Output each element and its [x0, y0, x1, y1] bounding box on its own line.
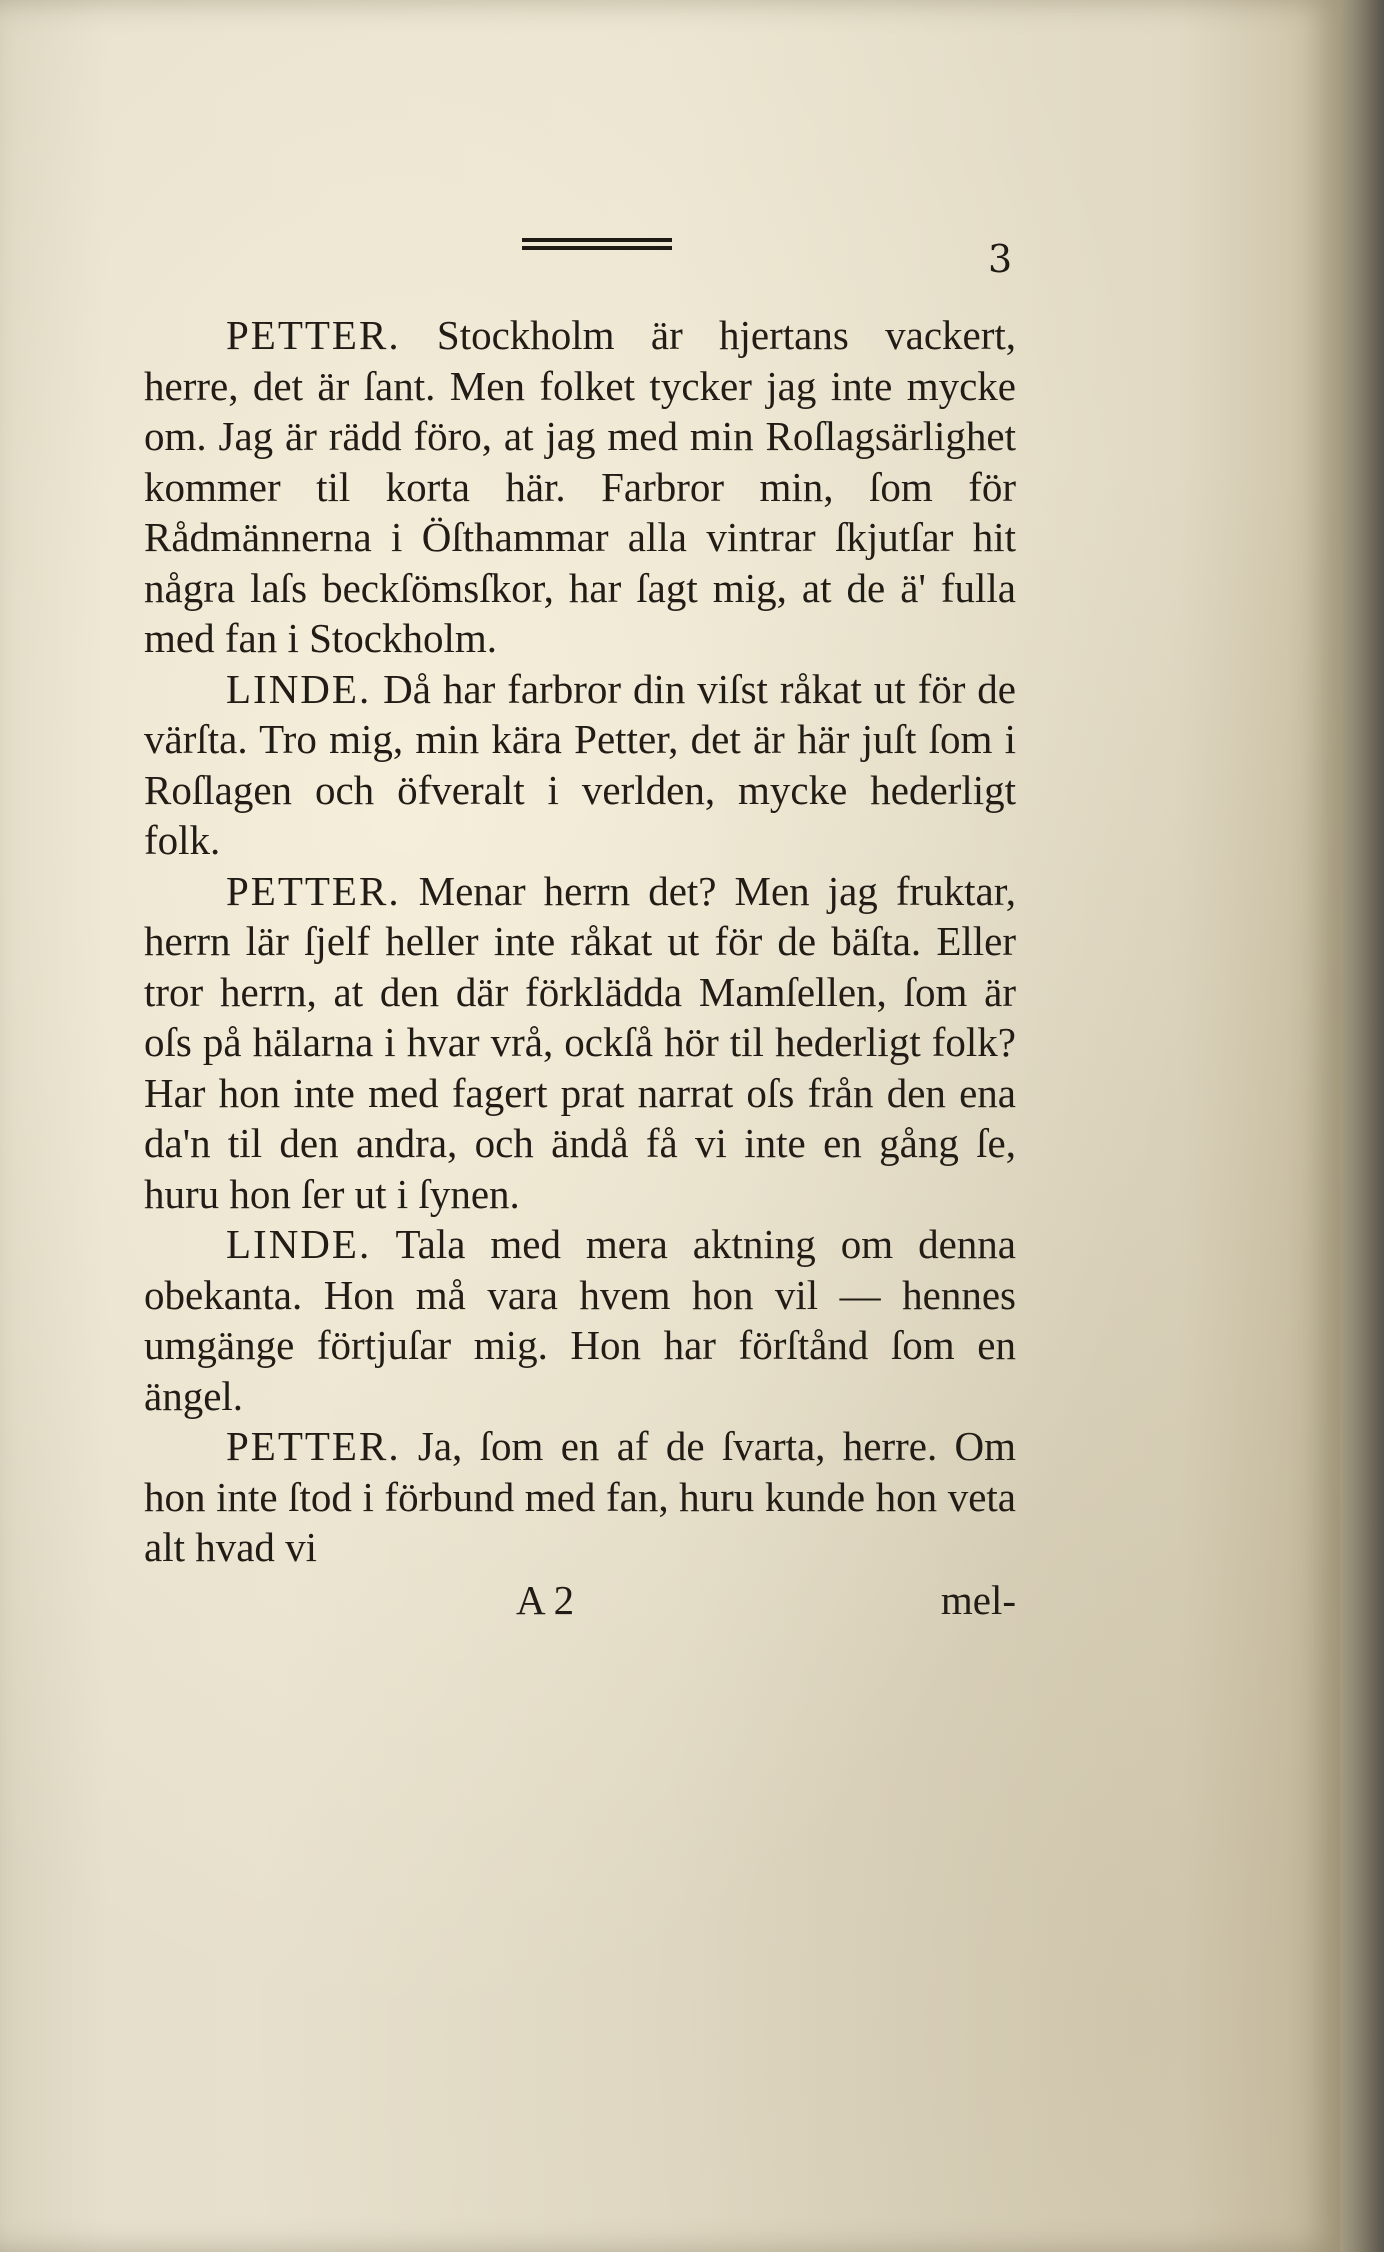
footer-line [144, 1575, 1016, 1625]
speaker-name: PETTER. [226, 312, 401, 358]
dialogue-text: Då har farbror din viſst råkat ut för de värſta. Tro mig, min kära Petter, det är här juſt ſom i Roſlagen och öfveralt i verlden, mycke hederligt folk. [144, 665, 1017, 863]
catchword: mel- [940, 1576, 1016, 1623]
paragraph [144, 866, 1016, 1220]
dialogue-text: Ja, ſom en af de ſvarta, herre. Om hon inte ſtod i förbund med fan, huru kunde hon veta alt hvad vi [144, 1423, 1017, 1570]
dialogue-text: Menar herrn det? Men jag fruktar, herrn lär ſjelf heller inte råkat ut för de bäſta. Eller tror herrn, at den där förklädda Mamſellen, ſom är oſs på hälarna i hvar vrå, ockſå hör til hederligt folk? Har hon inte med fagert prat narrat oſs från den ena da'n til den andra, och ändå få vi inte en gång ſe, huru hon ſer ut i ſynen. [144, 867, 1017, 1217]
speaker-name: LINDE. [226, 1221, 372, 1267]
paragraph [144, 664, 1016, 866]
paragraph [144, 1421, 1016, 1573]
dialogue-text: Stockholm är hjertans vackert, herre, det är ſant. Men folket tycker jag inte mycke om. Jag är rädd föro, at jag med min Roſlagsärlighet kommer til korta här. Farbror min, ſom för Rådmännerna i Öſthammar alla vintrar ſkjutſar hit några laſs beckſömsſkor, har ſagt mig, at de ä' fulla med fan i Stockholm. [144, 312, 1017, 661]
speaker-name: LINDE. [226, 665, 372, 712]
speaker-name: PETTER. [226, 1423, 401, 1469]
header-rule [522, 238, 672, 250]
body-text [144, 310, 1016, 1625]
dialogue-text: Tala med mera aktning om denna obekanta. Hon må vara hvem hon vil — hennes umgänge förtjuſar mig. Hon har förſtånd ſom en ängel. [144, 1221, 1016, 1419]
page-number: 3 [988, 237, 1013, 281]
speaker-name: PETTER. [226, 867, 401, 914]
paragraph [144, 310, 1016, 664]
paragraph [144, 1219, 1016, 1421]
signature-mark: A 2 [516, 1576, 575, 1623]
page-edge [1340, 0, 1384, 2252]
